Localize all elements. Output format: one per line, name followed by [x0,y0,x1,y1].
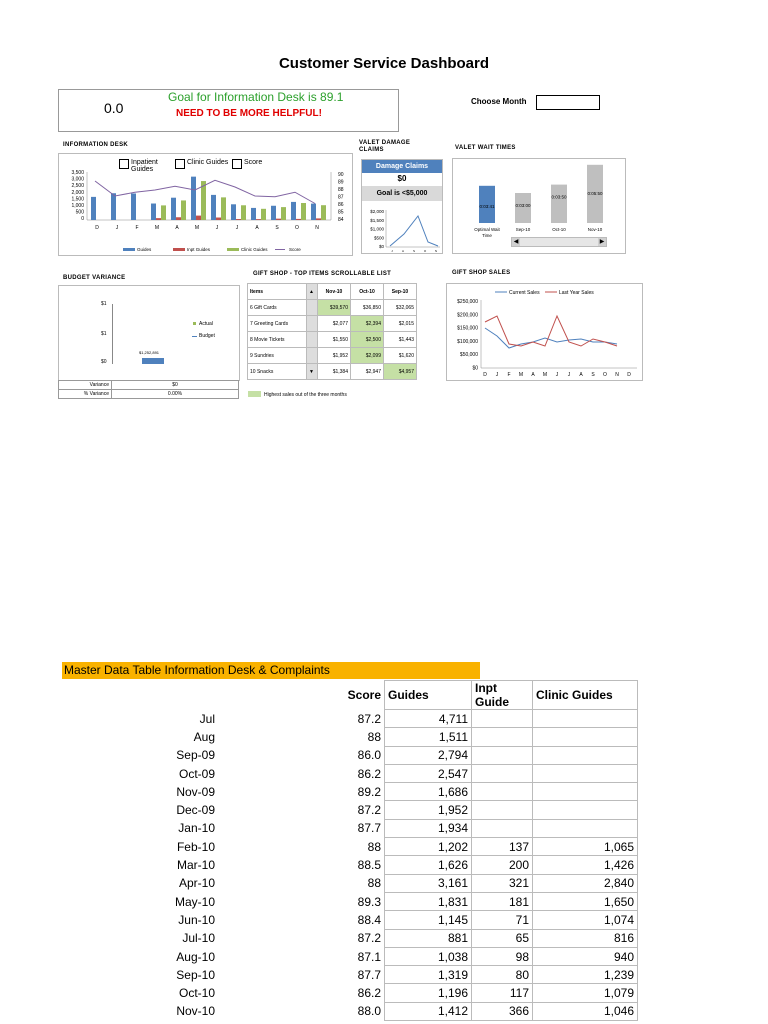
info-desk-bar [256,219,261,220]
variance-value: $0 [112,381,239,390]
inpt-cell [472,746,533,764]
clinic-cell: 940 [533,947,638,965]
budget-bar [142,358,164,364]
x-tick: N [315,225,319,231]
x-tick: D [483,372,487,378]
y-tick: $500 [373,235,384,241]
month-cell: Jun-10 [178,912,215,927]
x-tick: S [412,249,416,253]
score-cell: 88.0 [357,1004,381,1019]
info-desk-bar [111,193,116,220]
inpt-cell [472,764,533,782]
y-tick: 2,500 [71,183,84,190]
score-cell: 86.2 [357,986,381,1001]
guides-cell: 1,319 [385,966,472,984]
y-tick: $100,000 [457,338,478,345]
y-tick: $250,000 [457,299,478,305]
y-tick: 1,000 [71,203,84,209]
month-cell: Feb-10 [176,839,215,854]
inpt-cell: 366 [472,1002,533,1020]
header-score: Score [347,688,381,702]
month-cell: Dec-09 [176,803,215,818]
clinic-cell: 816 [533,929,638,947]
info-desk-bar [281,207,286,220]
budget-bar-label: $1,252,891 [139,350,160,355]
gift-value-sep: $4,957 [384,364,417,380]
x-tick: J [567,372,571,378]
y-tick: $50,000 [459,352,478,359]
info-desk-title: INFORMATION DESK [63,142,129,148]
gift-value-nov: $1,384 [318,364,351,380]
choose-month-label: Choose Month [471,97,527,106]
goal-text: Goal for Information Desk is 89.1 [168,90,344,104]
inpt-cell: 80 [472,966,533,984]
x-tick: O [295,225,299,231]
month-cell: May-10 [174,894,215,909]
wait-bar-value: 0:03:50 [551,194,567,200]
valet-damage-panel [361,159,443,254]
dashboard-title: Customer Service Dashboard [278,55,490,72]
inpt-cell: 98 [472,947,533,965]
variance-label: Variance [59,381,112,390]
inpt-cell [472,819,533,837]
valet-wait-title: VALET WAIT TIMES [455,145,516,151]
inpt-cell [472,801,533,819]
inpt-cell: 321 [472,874,533,892]
scroll-left-icon[interactable]: ◀ [513,239,519,245]
info-desk-bar [311,204,316,220]
gift-row [248,300,417,316]
guides-cell: 1,412 [385,1002,472,1020]
y-tick: $2,000 [370,209,384,214]
guides-cell: 1,952 [385,801,472,819]
pct-variance-value: 0.00% [112,390,239,399]
gift-value-oct: $2,947 [351,364,384,380]
x-tick: D [627,372,631,378]
inpt-cell [472,783,533,801]
clinic-cell [533,783,638,801]
info-desk-bar [196,216,201,220]
score-cell: 88 [367,876,381,891]
info-desk-bar [181,200,186,220]
y-tick: $1,500 [370,217,384,223]
wait-bar-label: Time [482,233,492,238]
guides-cell: 1,511 [385,728,472,746]
budget-ytick: $1 [101,301,107,307]
y-tick: 2,000 [71,189,84,196]
x-tick: J [215,225,219,231]
clinic-cell: 1,426 [533,856,638,874]
x-tick: O [603,372,607,378]
info-desk-bar [211,195,216,220]
x-tick: S [275,225,279,231]
scroll-track[interactable] [307,284,318,300]
wait-bar-label: Nov-10 [587,227,603,232]
y2-tick: 84 [338,217,344,223]
y2-tick: 88 [338,187,344,193]
info-desk-bar [156,218,161,220]
guides-cell: 1,196 [385,984,472,1002]
info-desk-bar [251,208,256,220]
gift-sales-title: GIFT SHOP SALES [452,270,511,276]
legend-label: Guides [137,247,152,252]
legend-actual-swatch [193,322,196,325]
info-desk-bar [176,217,181,220]
damage-claims-header: Damage Claims [362,160,442,173]
x-tick: A [401,249,405,253]
inpt-cell [472,728,533,746]
scroll-right-icon[interactable]: ▶ [599,239,605,245]
info-desk-bar [321,205,326,220]
scroll-up-icon[interactable]: ▲ [309,288,314,295]
x-tick: F [507,372,511,378]
svg-text:Last Year Sales: Last Year Sales [559,290,594,296]
header-guides: Guides [385,681,472,710]
info-desk-bar [171,198,176,220]
inpt-cell [472,710,533,728]
x-tick: J [495,372,499,378]
guides-cell: 2,547 [385,764,472,782]
need-text: NEED TO BE MORE HELPFUL! [176,108,322,119]
gift-value-oct: $36,850 [351,300,384,316]
col-nov: Nov-10 [318,284,351,300]
wait-bar [515,193,531,223]
clinic-cell [533,801,638,819]
y-tick: $0 [472,365,478,372]
inpt-cell: 117 [472,984,533,1002]
header-clinic-guides: Clinic Guides [533,681,638,710]
master-data-table [62,680,638,1021]
inpatient-guides-checkbox[interactable]: Inpatient Guides [119,159,179,171]
master-row [62,783,638,801]
gift-value-oct: $2,099 [351,348,384,364]
valet-wait-scrollbar[interactable] [511,237,607,247]
inpt-cell: 71 [472,911,533,929]
score-cell: 87.7 [357,967,381,982]
master-row [62,874,638,892]
master-row [62,929,638,947]
score-cell: 86.2 [357,766,381,781]
budget-ytick: $1 [101,331,107,337]
master-row [62,1002,638,1020]
clinic-cell: 1,079 [533,984,638,1002]
month-cell: Oct-09 [178,766,215,781]
score-cell: 87.2 [357,711,381,726]
master-row [62,710,638,728]
wait-bar-label: Oct-10 [552,227,566,232]
y-tick: $200,000 [457,312,478,319]
scroll-track[interactable] [307,332,318,348]
legend-actual: Actual [199,321,213,327]
clinic-cell: 1,046 [533,1002,638,1020]
x-tick: J [555,372,559,378]
info-desk-plot [59,154,352,255]
y2-tick: 86 [338,202,344,208]
gift-value-sep: $32,065 [384,300,417,316]
gift-sales-chart [446,283,643,381]
clinic-cell [533,764,638,782]
inpt-cell: 181 [472,892,533,910]
wait-bar-label: Sep-10 [515,227,531,232]
month-cell: Jul [199,711,215,726]
score-value: 0.0 [104,100,124,116]
damage-claims-value: $0 [397,174,407,183]
damage-goal: Goal is <$5,000 [362,186,442,201]
clinic-cell: 1,650 [533,892,638,910]
x-tick: J [115,225,119,231]
x-tick: A [531,372,535,378]
score-cell: 88.5 [357,858,381,873]
gift-row [248,364,417,380]
gift-item: 6 Gift Cards [248,300,307,316]
y2-tick: 89 [338,179,344,186]
info-desk-bar [291,202,296,220]
gift-item: 8 Movie Tickets [248,332,307,348]
gift-item: 10 Snacks [248,364,307,380]
y-tick: 3,000 [71,176,84,183]
budget-axis [112,304,113,364]
clinic-cell: 1,239 [533,966,638,984]
pct-variance-label: % Variance [59,390,112,399]
month-cell: Sep-10 [176,967,215,982]
master-row [62,728,638,746]
master-row [62,801,638,819]
month-cell: Mar-10 [176,858,215,873]
master-row [62,966,638,984]
x-tick: A [255,225,259,231]
wait-bar-label: Optimal Wait [474,227,500,232]
x-tick: M [154,225,160,231]
legend-swatch [173,248,185,251]
score-cell: 88.4 [357,912,381,927]
header-month [62,681,218,710]
y-tick: 1,500 [71,196,84,203]
guides-cell: 1,934 [385,819,472,837]
month-cell: Aug [193,729,215,744]
score-cell: 87.2 [357,931,381,946]
info-desk-bar [271,206,276,220]
guides-cell: 881 [385,929,472,947]
gift-row [248,316,417,332]
score-cell: 86.0 [357,748,381,763]
gift-value-sep: $1,443 [384,332,417,348]
valet-wait-panel [452,158,626,254]
guides-cell: 1,202 [385,838,472,856]
x-tick: J [235,225,239,231]
y-tick: 500 [75,209,84,216]
info-desk-chart [58,153,353,256]
x-tick: S [591,372,595,378]
y2-tick: 87 [338,194,344,201]
legend-label: Inpt Guides [187,247,211,252]
score-checkbox[interactable]: Score [232,159,272,171]
info-desk-bar [91,197,96,220]
wait-bar-value: 0:03:00 [515,203,531,208]
y2-tick: 90 [338,172,344,178]
inpt-cell: 137 [472,838,533,856]
budget-ytick: $0 [101,359,107,365]
scroll-track[interactable] [307,300,318,316]
month-cell: Jan-10 [178,821,215,836]
y-tick: $1,000 [370,226,384,232]
master-row [62,746,638,764]
x-tick: M [542,372,548,378]
legend-label: Score [289,247,301,252]
score-cell: 87.1 [357,949,381,964]
x-tick: J [391,249,393,253]
info-desk-bar [241,205,246,220]
info-desk-bar [131,193,136,220]
x-tick: A [579,372,583,378]
budget-chart [58,285,240,381]
y-tick: 0 [81,216,84,223]
month-cell: Sep-09 [176,748,215,763]
y-tick: 3,500 [71,170,84,176]
master-row [62,892,638,910]
month-cell: Jul-10 [182,931,215,946]
score-cell: 89.3 [357,894,381,909]
guides-cell: 1,038 [385,947,472,965]
info-desk-bar [216,218,221,220]
score-cell: 89.2 [357,784,381,799]
info-desk-bar [161,205,166,220]
legend-budget-swatch [192,336,197,337]
x-tick: M [194,225,200,231]
clinic-cell [533,728,638,746]
legend-label: Clinic Guides [241,247,268,252]
clinic-cell [533,819,638,837]
clinic-cell: 1,074 [533,911,638,929]
inpt-cell: 200 [472,856,533,874]
info-desk-bar [301,203,306,220]
month-cell: Nov-09 [176,784,215,799]
month-cell: Aug-10 [176,949,215,964]
master-table-title: Master Data Table Information Desk & Complaints [62,662,480,679]
clinic-cell: 2,840 [533,874,638,892]
legend-swatch [123,248,135,251]
master-row [62,819,638,837]
col-sep: Sep-10 [384,284,417,300]
gift-value-nov: $1,952 [318,348,351,364]
x-tick: D [95,225,99,231]
scroll-track[interactable] [307,348,318,364]
clinic-cell: 1,065 [533,838,638,856]
score-cell: 88 [367,729,381,744]
info-desk-bar [236,219,241,220]
damage-plot [362,204,442,253]
col-oct: Oct-10 [351,284,384,300]
col-items: Items [248,284,307,300]
master-row [62,856,638,874]
highest-sales-legend: Highest sales out of the three months [264,392,347,398]
gift-list-title: GIFT SHOP - TOP ITEMS SCROLLABLE LIST [253,271,392,277]
inpt-cell: 65 [472,929,533,947]
score-cell: 87.7 [357,821,381,836]
budget-title: BUDGET VARIANCE [63,275,126,281]
score-cell: 87.2 [357,803,381,818]
clinic-guides-checkbox[interactable]: Clinic Guides [175,159,230,171]
info-desk-bar [151,204,156,220]
guides-cell: 1,145 [385,911,472,929]
guides-cell: 1,626 [385,856,472,874]
y-tick: $150,000 [457,325,478,332]
legend-swatch [227,248,239,251]
budget-variance-table [58,380,239,399]
guides-cell: 2,794 [385,746,472,764]
y-tick: $0 [378,244,384,250]
guides-cell: 1,831 [385,892,472,910]
master-row [62,764,638,782]
y2-tick: 85 [338,209,344,216]
gift-sales-plot [447,284,642,380]
gift-row [248,332,417,348]
info-desk-bar [261,209,266,220]
guides-cell: 4,711 [385,710,472,728]
x-tick: F [135,225,139,231]
score-cell: 88 [367,839,381,854]
wait-bar-value: 0:03:41 [479,203,495,209]
scroll-track[interactable] [307,316,318,332]
gift-value-nov: $39,570 [318,300,351,316]
damage-line [390,216,438,246]
gift-shop-table [247,283,417,380]
x-tick: N [434,249,438,253]
gift-value-nov: $1,550 [318,332,351,348]
header-inpt-guide: Inpt Guide [472,681,533,710]
gift-value-sep: $1,620 [384,348,417,364]
info-desk-bar [221,197,226,220]
x-tick: O [423,249,427,253]
info-desk-bar [276,219,281,220]
scroll-track[interactable]: ▼ [307,364,318,380]
valet-damage-title: VALET DAMAGE CLAIMS [359,140,411,153]
info-desk-bar [231,204,236,220]
month-cell: Oct-10 [178,986,215,1001]
master-row [62,947,638,965]
info-desk-bar [191,177,196,220]
gift-value-oct: $2,500 [351,332,384,348]
svg-text:Current Sales: Current Sales [509,290,540,296]
highest-sales-swatch [248,391,261,397]
master-row [62,984,638,1002]
info-desk-bar [316,218,321,220]
master-row [62,911,638,929]
guides-cell: 3,161 [385,874,472,892]
clinic-cell [533,710,638,728]
master-row [62,838,638,856]
x-tick: N [615,372,619,378]
wait-bar-value: 0:05:50 [587,190,603,196]
guides-cell: 1,686 [385,783,472,801]
gift-item: 9 Sundries [248,348,307,364]
gift-value-oct: $2,394 [351,316,384,332]
month-cell: Nov-10 [176,1004,215,1019]
wait-bar [551,185,567,223]
month-cell: Apr-10 [178,876,215,891]
gift-value-nov: $2,077 [318,316,351,332]
gift-value-sep: $2,015 [384,316,417,332]
gift-item: 7 Greeting Cards [248,316,307,332]
x-tick: A [175,225,179,231]
gift-row [248,348,417,364]
choose-month-input[interactable] [536,95,600,110]
x-tick: M [518,372,524,378]
info-desk-bar [296,219,301,220]
clinic-cell [533,746,638,764]
legend-budget: Budget [199,333,215,339]
